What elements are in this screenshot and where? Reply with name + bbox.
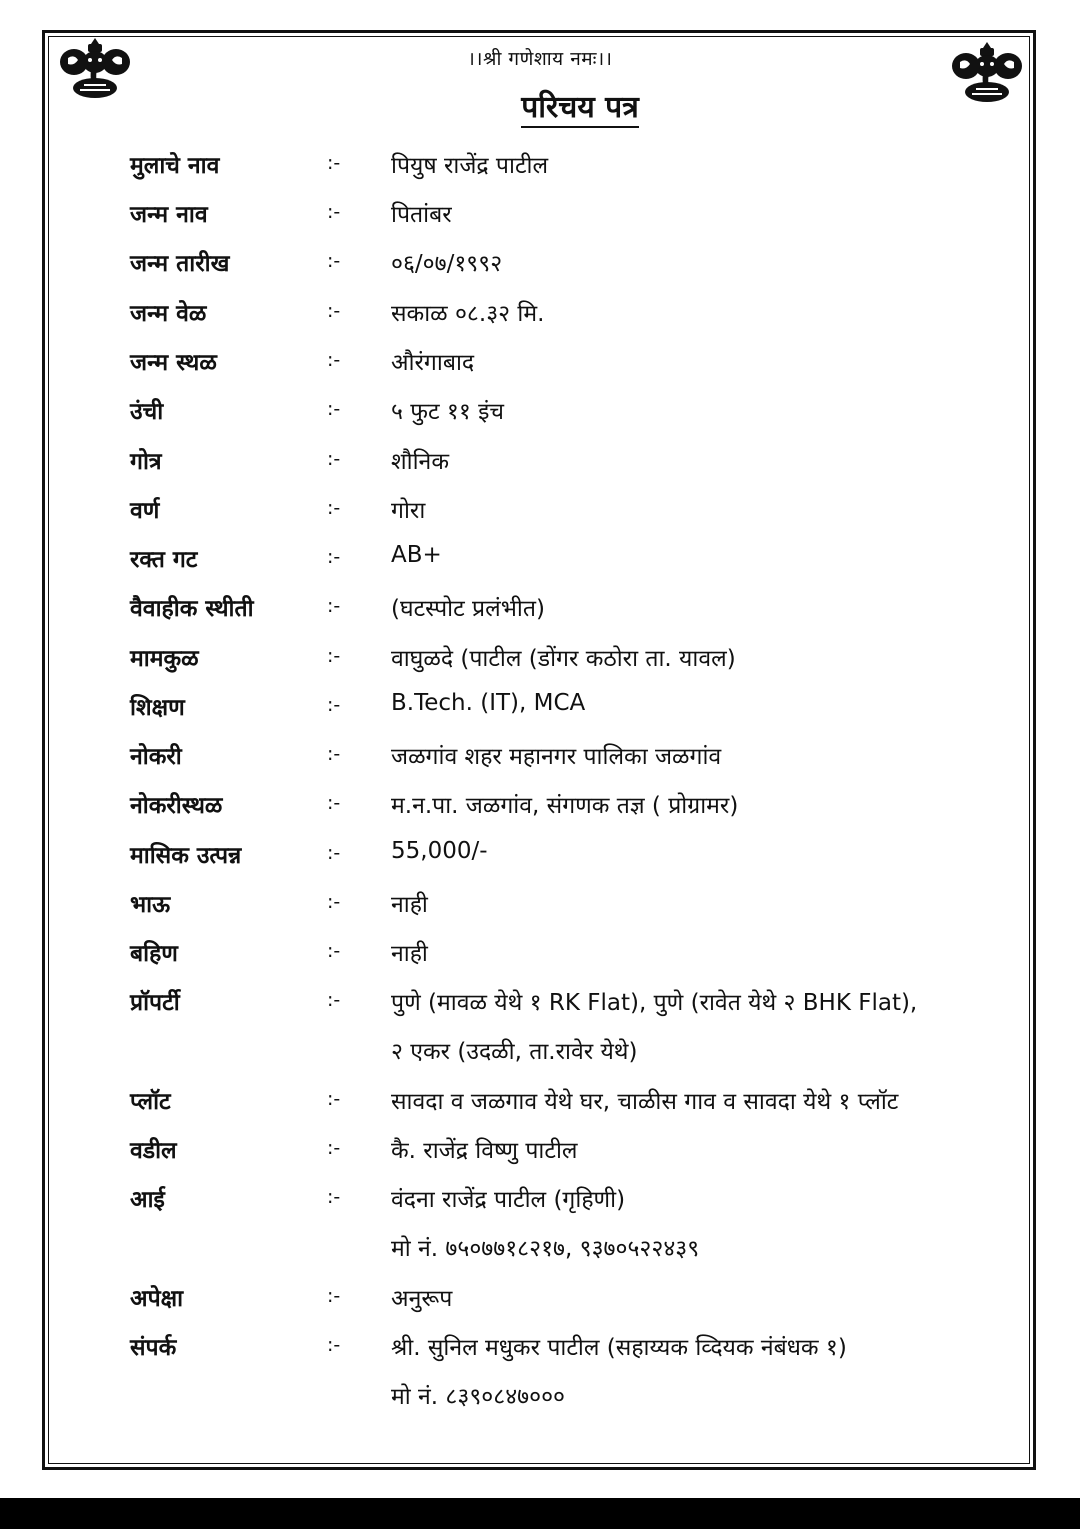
field-row-brother (0, 887, 1080, 927)
field-value: पियुष राजेंद्र पाटील (391, 153, 549, 179)
field-label: उंची (130, 399, 164, 425)
field-row-blood-group (0, 542, 1080, 582)
field-separator: :- (327, 300, 341, 322)
field-separator: :- (327, 1334, 341, 1356)
field-value-continued: २ एकर (उदळी, ता.रावेर येथे) (391, 1039, 638, 1065)
field-value: औरंगाबाद (391, 350, 475, 376)
field-separator: :- (327, 1088, 341, 1110)
field-separator: :- (327, 398, 341, 420)
field-row-gotra (0, 444, 1080, 484)
field-value: वंदना राजेंद्र पाटील (गृहिणी) (391, 1187, 626, 1213)
field-row-maternal-family (0, 641, 1080, 681)
field-value: अनुरूप (391, 1286, 453, 1312)
field-row-property (0, 985, 1080, 1065)
field-label: वडील (130, 1138, 177, 1164)
field-row-complexion (0, 493, 1080, 533)
field-label: जन्म नाव (130, 202, 208, 228)
field-value: गोरा (391, 498, 426, 524)
field-row-birth-time (0, 296, 1080, 336)
field-row-education (0, 690, 1080, 730)
field-value: जळगांव शहर महानगर पालिका जळगांव (391, 744, 722, 770)
field-separator: :- (327, 201, 341, 223)
field-row-plot (0, 1084, 1080, 1124)
field-separator: :- (327, 349, 341, 371)
field-row-expectation (0, 1281, 1080, 1321)
field-value: श्री. सुनिल मधुकर पाटील (सहाय्यक व्दियक नंबंधक १) (391, 1335, 847, 1361)
field-value: शौनिक (391, 449, 449, 475)
field-separator: :- (327, 497, 341, 519)
field-label: नोकरी (130, 744, 182, 770)
field-separator: :- (327, 1285, 341, 1307)
field-separator: :- (327, 694, 341, 716)
field-separator: :- (327, 940, 341, 962)
field-row-marital-status (0, 591, 1080, 631)
field-value-continued: मो नं. ७५०७७१८२१७, ९३७०५२२४३९ (391, 1236, 700, 1262)
field-value: AB+ (391, 542, 442, 568)
field-separator: :- (327, 792, 341, 814)
field-row-height (0, 394, 1080, 434)
field-label: संपर्क (130, 1335, 177, 1361)
bottom-black-band (0, 1498, 1080, 1529)
field-row-contact (0, 1330, 1080, 1410)
field-label: आई (130, 1187, 165, 1213)
field-value: पुणे (मावळ येथे १ RK Flat), पुणे (रावेत येथे २ BHK Flat), (391, 990, 918, 1016)
field-value: ०६/०७/१९९२ (391, 251, 503, 277)
field-label: वैवाहीक स्थीती (130, 596, 254, 622)
field-separator: :- (327, 842, 341, 864)
field-label: प्लॉट (130, 1089, 171, 1115)
field-value: (घटस्पोट प्रलंभीत) (391, 596, 545, 622)
field-label: रक्त गट (130, 547, 198, 573)
field-row-sister (0, 936, 1080, 976)
field-separator: :- (327, 989, 341, 1011)
field-value: नाही (391, 941, 428, 967)
field-row-birth-place (0, 345, 1080, 385)
field-row-birth-date (0, 246, 1080, 286)
field-separator: :- (327, 152, 341, 174)
field-label: भाऊ (130, 892, 171, 918)
field-row-mother (0, 1182, 1080, 1262)
field-row-child-name (0, 148, 1080, 188)
field-separator: :- (327, 1137, 341, 1159)
field-separator: :- (327, 1186, 341, 1208)
field-label: मुलाचे नाव (130, 153, 220, 179)
field-value: सकाळ ०८.३२ मि. (391, 301, 545, 327)
field-value: पितांबर (391, 202, 452, 228)
document-title: परिचय पत्र (0, 85, 1080, 126)
field-separator: :- (327, 595, 341, 617)
field-label: जन्म स्थळ (130, 350, 217, 376)
field-value: 55,000/- (391, 838, 488, 864)
field-label: मामकुळ (130, 646, 199, 672)
invocation-line: ।।श्री गणेशाय नमः।। (467, 48, 613, 70)
field-separator: :- (327, 743, 341, 765)
field-separator: :- (327, 891, 341, 913)
field-label: शिक्षण (130, 695, 185, 721)
field-row-monthly-income (0, 838, 1080, 878)
field-value: म.न.पा. जळगांव, संगणक तज्ञ ( प्रोग्रामर) (391, 793, 739, 819)
field-value: ५ फुट ११ इंच (391, 399, 505, 425)
field-value: B.Tech. (IT), MCA (391, 690, 586, 716)
field-label: नोकरीस्थळ (130, 793, 223, 819)
field-row-father (0, 1133, 1080, 1173)
field-row-birth-name (0, 197, 1080, 237)
field-label: अपेक्षा (130, 1286, 184, 1312)
field-label: वर्ण (130, 498, 160, 524)
field-label: गोत्र (130, 449, 162, 475)
field-separator: :- (327, 645, 341, 667)
field-value: कै. राजेंद्र विष्णु पाटील (391, 1138, 578, 1164)
field-row-job (0, 739, 1080, 779)
field-value: सावदा व जळगाव येथे घर, चाळीस गाव व सावदा येथे १ प्लॉट (391, 1089, 899, 1115)
field-label: बहिण (130, 941, 178, 967)
field-value-continued: मो नं. ८३९०८४७००० (391, 1384, 566, 1410)
field-separator: :- (327, 250, 341, 272)
field-value: नाही (391, 892, 428, 918)
field-row-job-place (0, 788, 1080, 828)
field-value: वाघुळदे (पाटील (डोंगर कठोरा ता. यावल) (391, 646, 736, 672)
field-label: प्रॉपर्टी (130, 990, 180, 1016)
field-separator: :- (327, 448, 341, 470)
field-label: मासिक उत्पन्न (130, 843, 242, 869)
field-label: जन्म वेळ (130, 301, 207, 327)
field-label: जन्म तारीख (130, 251, 230, 277)
field-separator: :- (327, 546, 341, 568)
